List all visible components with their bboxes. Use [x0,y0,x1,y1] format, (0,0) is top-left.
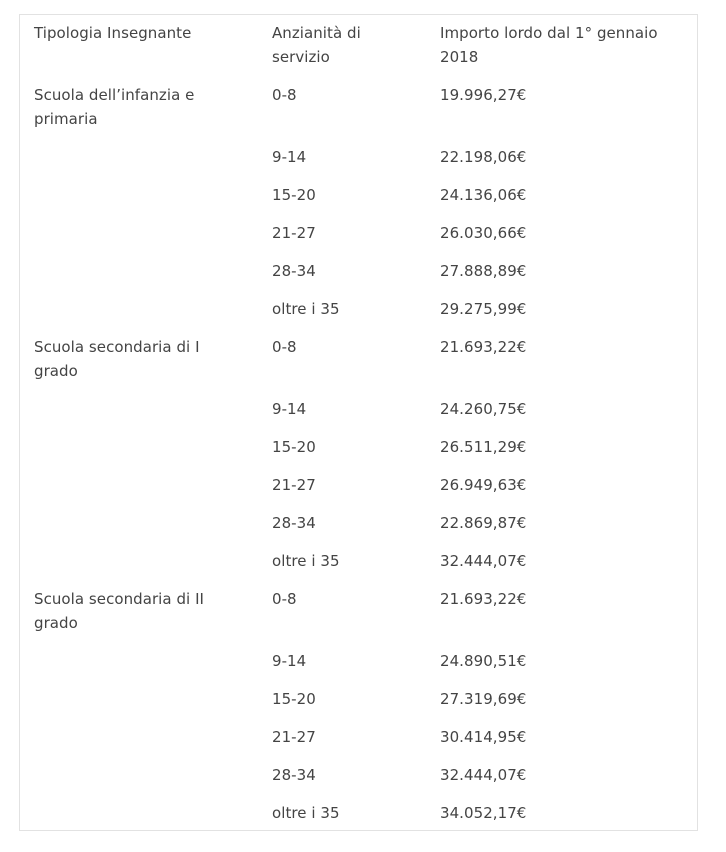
range-cell: 9-14 [272,400,307,418]
range-cell: 28-34 [272,766,316,784]
group-type-label: primaria [34,110,98,128]
range-cell: 9-14 [272,652,307,670]
header-importo-line2: 2018 [440,48,479,66]
range-cell: 0-8 [272,590,297,608]
amount-cell: 27.888,89€ [440,262,527,280]
header-tipologia: Tipologia Insegnante [34,24,192,42]
amount-cell: 24.260,75€ [440,400,527,418]
range-cell: 28-34 [272,514,316,532]
amount-cell: 19.996,27€ [440,86,527,104]
header-importo-line1: Importo lordo dal 1° gennaio [440,24,658,42]
group-type-label: Scuola secondaria di I [34,338,200,356]
amount-cell: 29.275,99€ [440,300,527,318]
amount-cell: 22.198,06€ [440,148,527,166]
salary-table [19,14,698,831]
amount-cell: 32.444,07€ [440,552,527,570]
range-cell: oltre i 35 [272,552,340,570]
amount-cell: 30.414,95€ [440,728,527,746]
range-cell: 21-27 [272,476,316,494]
range-cell: 15-20 [272,690,316,708]
amount-cell: 26.949,63€ [440,476,527,494]
amount-cell: 26.030,66€ [440,224,527,242]
group-type-label: Scuola dell’infanzia e [34,86,195,104]
header-anzianita-line1: Anzianità di [272,24,361,42]
range-cell: 15-20 [272,186,316,204]
amount-cell: 26.511,29€ [440,438,527,456]
amount-cell: 32.444,07€ [440,766,527,784]
header-anzianita-line2: servizio [272,48,330,66]
amount-cell: 34.052,17€ [440,804,527,822]
range-cell: 0-8 [272,86,297,104]
range-cell: 28-34 [272,262,316,280]
group-type-label: Scuola secondaria di II [34,590,205,608]
range-cell: oltre i 35 [272,300,340,318]
range-cell: 21-27 [272,728,316,746]
range-cell: 15-20 [272,438,316,456]
group-type-label: grado [34,614,78,632]
amount-cell: 21.693,22€ [440,338,527,356]
amount-cell: 22.869,87€ [440,514,527,532]
amount-cell: 27.319,69€ [440,690,527,708]
range-cell: 21-27 [272,224,316,242]
range-cell: 0-8 [272,338,297,356]
amount-cell: 24.136,06€ [440,186,527,204]
amount-cell: 21.693,22€ [440,590,527,608]
range-cell: oltre i 35 [272,804,340,822]
range-cell: 9-14 [272,148,307,166]
group-type-label: grado [34,362,78,380]
amount-cell: 24.890,51€ [440,652,527,670]
